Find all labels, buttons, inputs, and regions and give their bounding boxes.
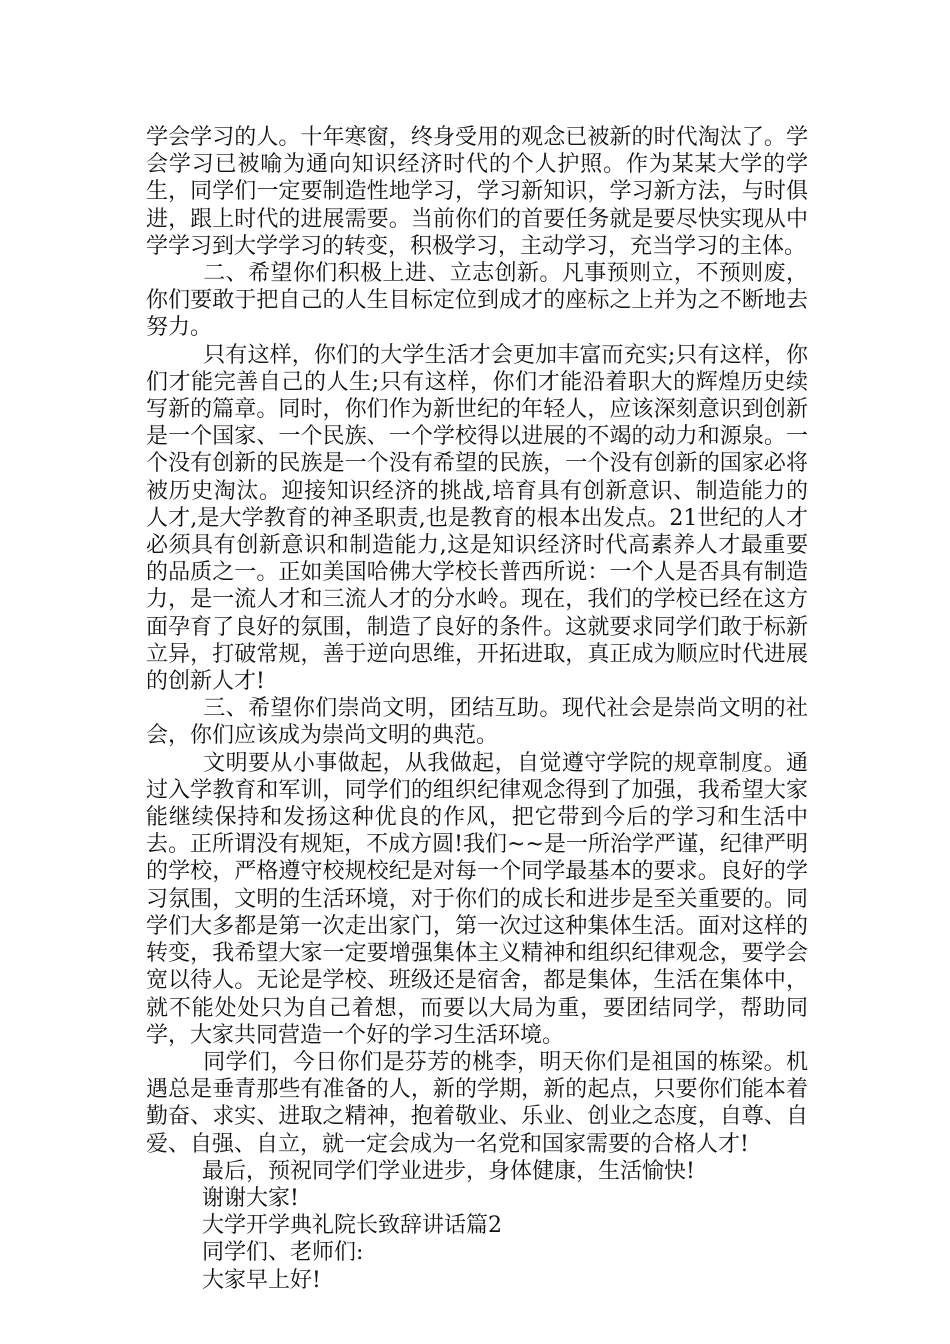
paragraph-thanks: 谢谢大家! [202, 1185, 299, 1211]
document-body [146, 124, 808, 1294]
paragraph-innovation-detail: 只有这样，你们的大学生活才会更加丰富而充实;只有这样，你们才能完善自己的人生;只有这样，你们才能沿着职大的辉煌历史续写新的篇章。同时，你们作为新世纪的年轻人，应该深刻意识到创新是一个国家、一个民族、一个学校得以进展的不竭的动力和源泉。一个没有创新的民族是一个没有希望的民族，一个没有创新的国家必将被历史淘汰。迎接知识经济的挑战,培育具有创新意识、制造能力的人才,是大学教育的神圣职责,也是教育的根本出发点。21世纪的人才必须具有创新意识和制造能力,这是知识经济时代高素养人才最重要的品质之一。正如美国哈佛大学校长普西所说：一个人是否具有制造力，是一流人才和三流人才的分水岭。现在，我们的学校已经在这方面孕育了良好的氛围，制造了良好的条件。这就要求同学们敢于标新立异，打破常规，善于逆向思维，开拓进取，真正成为顺应时代进展的创新人才! [146, 342, 808, 695]
paragraph-continuation: 学会学习的人。十年寒窗，终身受用的观念已被新的时代淘汰了。学会学习已被喻为通向知识经济时代的个人护照。作为某某大学的学生，同学们一定要制造性地学习，学习新知识，学习新方法，与时俱进，跟上时代的进展需要。当前你们的首要任务就是要尽快实现从中学学习到大学学习的转变，积极学习，主动学习，充当学习的主体。 [146, 125, 808, 259]
paragraph-civility-detail: 文明要从小事做起，从我做起，自觉遵守学院的规章制度。通过入学教育和军训，同学们的组织纪律观念得到了加强，我希望大家能继续保持和发扬这种优良的作风，把它带到今后的学习和生活中去。正所谓没有规矩，不成方圆!我们~~是一所治学严谨，纪律严明的学校，严格遵守校规校纪是对每一个同学最基本的要求。良好的学习氛围，文明的生活环境，对于你们的成长和进步是至关重要的。同学们大多都是第一次走出家门，第一次过这种集体生活。面对这样的转变，我希望大家一定要增强集体主义精神和组织纪律观念，要学会宽以待人。无论是学校、班级还是宿舍，都是集体，生活在集体中，就不能处处只为自己着想，而要以大局为重，要团结同学，帮助同学，大家共同营造一个好的学习生活环境。 [146, 750, 808, 1048]
paragraph-civility: 三、希望你们崇尚文明，团结互助。现代社会是崇尚文明的社会，你们应该成为崇尚文明的典范。 [146, 696, 808, 749]
paragraph-closing-hope: 同学们，今日你们是芬芳的桃李，明天你们是祖国的栋梁。机遇总是垂青那些有准备的人，新的学期，新的起点，只要你们能本着勤奋、求实、进取之精神，抱着敬业、乐业、创业之态度，自尊、自爱、自强、自立，就一定会成为一名党和国家需要的合格人才! [146, 1049, 808, 1157]
salutation: 同学们、老师们: [202, 1240, 364, 1266]
paragraph-aspiration-innovation: 二、希望你们积极上进、立志创新。凡事预则立，不预则废，你们要敢于把自己的人生目标定位到成才的座标之上并为之不断地去努力。 [146, 261, 808, 341]
paragraph-wishes: 最后，预祝同学们学业进步，身体健康，生活愉快! [202, 1158, 695, 1184]
greeting: 大家早上好! [202, 1267, 321, 1293]
section-title: 大学开学典礼院长致辞讲话篇2 [202, 1213, 502, 1239]
